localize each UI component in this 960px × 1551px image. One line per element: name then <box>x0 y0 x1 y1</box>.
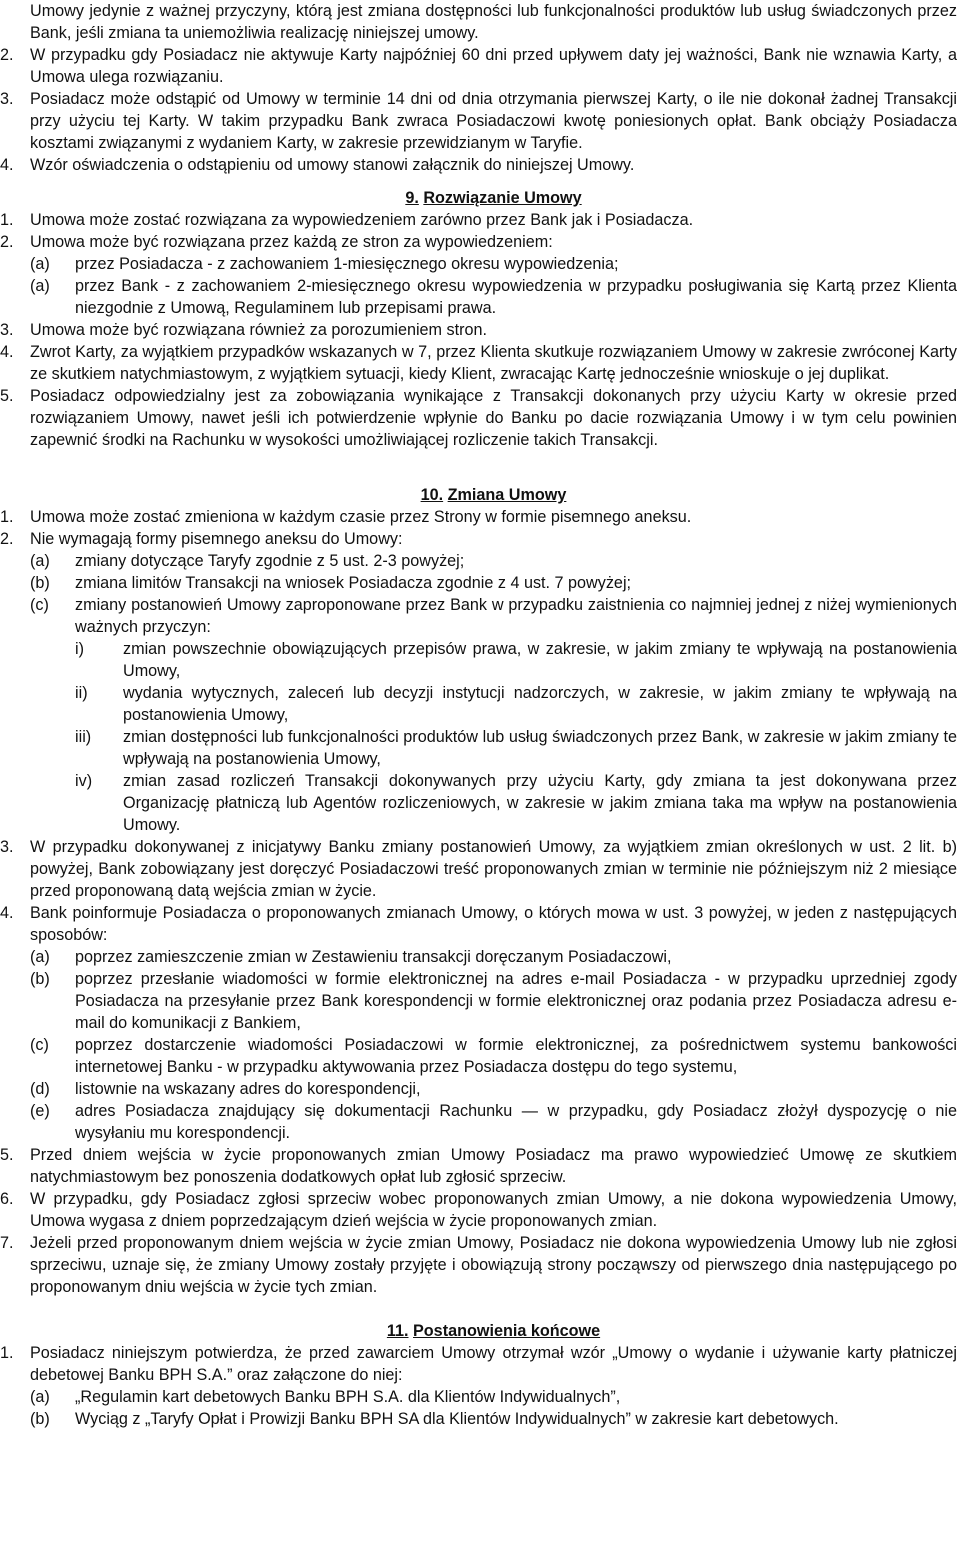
sub-item: (b) poprzez przesłanie wiadomości w formie elektronicznej na adres e-mail Posiadacza - w przypadku uprzedniej zgody Posiadacza na przesyłanie przez Bank korespondencji w formie elektronicznej oraz podania przez Posiadacza adresu e-mail do komunikacji z Bankiem, <box>30 970 957 1032</box>
sub-item: (a) przez Bank - z zachowaniem 2-miesięcznego okresu wypowiedzenia w przypadku posługiwania się Kartą przez Klienta niezgodnie z Umową, Regulaminem lub przepisami prawa. <box>30 277 957 317</box>
list-item: 4. Wzór oświadczenia o odstąpieniu od umowy stanowi załącznik do niniejszej Umowy. <box>0 156 635 174</box>
paragraph-continuation: Umowy jedynie z ważnej przyczyny, którą jest zmiana dostępności lub funkcjonalności produktów lub usług świadczonych przez Bank, jeśli zmiana ta uniemożliwia realizację niniejszej umowy. <box>30 2 957 42</box>
sub-item: (c) poprzez dostarczenie wiadomości Posiadaczowi w formie elektronicznej, za pośrednictwem systemu bankowości internetowej Banku - w przypadku aktywowania przez Posiadacza dostępu do tego systemu, <box>30 1036 957 1076</box>
sub-item: (a) poprzez zamieszczenie zmian w Zestawieniu transakcji doręczanym Posiadaczowi, <box>30 948 672 966</box>
list-item: 2. W przypadku gdy Posiadacz nie aktywuje Karty najpóźniej 60 dni przed upływem daty jej ważności, Bank nie wznawia Karty, a Umowa ulega rozwiązaniu. <box>0 46 957 86</box>
section-heading-11: 11. Postanowienia końcowe <box>386 1322 601 1340</box>
sub-item: (d) listownie na wskazany adres do korespondencji, <box>30 1080 421 1098</box>
section-heading-10: 10. Zmiana Umowy <box>420 486 567 504</box>
sub-item: (b) Wyciąg z „Taryfy Opłat i Prowizji Banku BPH SA dla Klientów Indywidualnych” w zakresie kart debetowych. <box>30 1410 839 1428</box>
sub-item: (a) „Regulamin kart debetowych Banku BPH S.A. dla Klientów Indywidualnych”, <box>30 1388 621 1406</box>
list-item: 7. Jeżeli przed proponowanym dniem wejścia w życie zmian Umowy, Posiadacz nie dokona wypowiedzenia Umowy lub nie zgłosi sprzeciwu, uznaje się, że zmiany Umowy zostały przyjęte i obowiązują strony począwszy od pierwszego dnia następującego po proponowanym dniu wejścia w życie tych zmian. <box>0 1234 957 1296</box>
roman-item: iii) zmian dostępności lub funkcjonalności produktów lub usług świadczonych przez Bank, w zakresie w jakim zmiany te wpływają na postanowienia Umowy, <box>75 728 957 768</box>
section-heading-9: 9. Rozwiązanie Umowy <box>405 189 582 207</box>
list-item: 6. W przypadku, gdy Posiadacz zgłosi sprzeciw wobec proponowanych zmian Umowy, a nie dokona wypowiedzenia Umowy, Umowa wygasa z dniem poprzedzającym dzień wejścia w życie proponowanych zmian. <box>0 1190 957 1230</box>
sub-item: (e) adres Posiadacza znajdujący się dokumentacji Rachunku — w przypadku, gdy Posiadacz złożył dyspozycję o nie wysyłaniu mu korespondencji. <box>30 1102 957 1142</box>
roman-item: iv) zmian zasad rozliczeń Transakcji dokonywanych przy użyciu Karty, gdy zmiana ta jest dokonywana przez Organizację płatniczą lub Agentów rozliczeniowych, w zakresie w jakim zmiana taka ma wpływ na postanowienia Umowy. <box>75 772 957 834</box>
list-item: 1. Posiadacz niniejszym potwierdza, że przed zawarciem Umowy otrzymał wzór „Umowy o wydanie i używanie karty płatniczej debetowej Banku BPH S.A.” oraz załączone do niej: <box>0 1344 957 1384</box>
list-item: 5. Posiadacz odpowiedzialny jest za zobowiązania wynikające z Transakcji dokonanych przy użyciu Karty w okresie przed rozwiązaniem Umowy, nawet jeśli ich potwierdzenie wpłynie do Banku po dacie rozwiązania Umowy i w tym celu powinien zapewnić środki na Rachunku w wysokości umożliwiającej rozliczenie takich Transakcji. <box>0 387 957 449</box>
roman-item: ii) wydania wytycznych, zaleceń lub decyzji instytucji nadzorczych, w zakresie, w jakim zmiany te wpływają na postanowienia Umowy, <box>75 684 957 724</box>
sub-item: (a) przez Posiadacza - z zachowaniem 1-miesięcznego okresu wypowiedzenia; <box>30 255 619 273</box>
sub-item: (b) zmiana limitów Transakcji na wniosek Posiadacza zgodnie z 4 ust. 7 powyżej; <box>30 574 632 592</box>
list-item: 1. Umowa może zostać zmieniona w każdym czasie przez Strony w formie pisemnego aneksu. <box>0 508 692 526</box>
list-item: 2. Nie wymagają formy pisemnego aneksu do Umowy: <box>0 530 403 548</box>
roman-item: i) zmian powszechnie obowiązujących przepisów prawa, w zakresie, w jakim zmiany te wpływają na postanowienia Umowy, <box>75 640 957 680</box>
list-item: 2. Umowa może być rozwiązana przez każdą ze stron za wypowiedzeniem: <box>0 233 553 251</box>
list-item: 4. Zwrot Karty, za wyjątkiem przypadków wskazanych w 7, przez Klienta skutkuje rozwiązaniem Umowy w zakresie zwróconej Karty ze skutkiem natychmiastowym, z wyjątkiem sytuacji, kiedy Klient, zwracając Kartę jednocześnie wnioskuje o jej duplikat. <box>0 343 957 383</box>
list-item: 3. Umowa może być rozwiązana również za porozumieniem stron. <box>0 321 488 339</box>
list-item: 1. Umowa może zostać rozwiązana za wypowiedzeniem zarówno przez Bank jak i Posiadacza. <box>0 211 694 229</box>
list-item: 3. W przypadku dokonywanej z inicjatywy Banku zmiany postanowień Umowy, za wyjątkiem zmian określonych w ust. 2 lit. b) powyżej, Bank zobowiązany jest doręczyć Posiadaczowi treść proponowanych zmian w terminie nie późniejszym niż 2 miesiące przed proponowaną datą wejścia zmian w życie. <box>0 838 957 900</box>
list-item: 4. Bank poinformuje Posiadacza o proponowanych zmianach Umowy, o których mowa w ust. 3 powyżej, w jeden z następujących sposobów: <box>0 904 957 944</box>
sub-item: (a) zmiany dotyczące Taryfy zgodnie z 5 ust. 2-3 powyżej; <box>30 552 465 570</box>
sub-item: (c) zmiany postanowień Umowy zaproponowane przez Bank w przypadku zaistnienia co najmniej jednej z niżej wymienionych ważnych przyczyn: <box>30 596 957 636</box>
list-item: 3. Posiadacz może odstąpić od Umowy w terminie 14 dni od dnia otrzymania pierwszej Karty, o ile nie dokonał żadnej Transakcji przy użyciu tej Karty. W takim przypadku Bank zwraca Posiadaczowi kwotę poniesionych opłat. Bank obciąży Posiadacza kosztami związanymi z wydaniem Karty, w zakresie przewidzianym w Taryfie. <box>0 90 957 152</box>
list-item: 5. Przed dniem wejścia w życie proponowanych zmian Umowy Posiadacz ma prawo wypowiedzieć Umowę ze skutkiem natychmiastowym bez ponoszenia dodatkowych opłat lub zgłosić sprzeciw. <box>0 1146 957 1186</box>
